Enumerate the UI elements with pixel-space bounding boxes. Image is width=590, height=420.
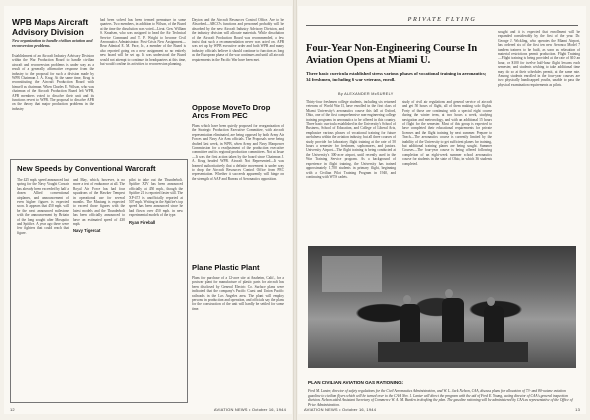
wpb-headline: WPB Maps Aircraft Advisory Division [12, 17, 89, 37]
plastic-headline: Plane Plastic Plant [192, 263, 260, 272]
left-footer-page-number: 12 [10, 407, 15, 412]
wpb-column-2: had been solved has been termed premature in some quarters. Two members, in addition to Wilson, of the Board at the time the dissolution was voted—Lieut. Gen. William S. Knudsen, who was assigned to head the Air Technical Service Command and T. P. Wright to become Civil Aeronautics Administrator. Post-Crisis New Assignment—Rear Admiral E. M. Pace, Jr., a member of the Board is also reported going on a new assignment so no entirely new board will be set up. It was understood the Board would not attempt to continue its headquarters at this time, but would confine its activities to reconversion planning. [100, 18, 186, 67]
photo-desk [378, 342, 528, 362]
wpb-column-3: Dayton and the Aircraft Resources Control Office. Are to be Absorbed—ARCO's functions and personnel probably will be absorbed by the new Aircraft Industry Advisory Division, and the industry division will allocate materials. While dissolution of the Aircraft Production Board was recommended, a few insist that such a recommendation never was acted on. APB was set up by WPB executive order and both WPB and many industry officials believe it should continue to function as long as the European phase of the war continues and until all aircraft requirements in the Pacific War have been met. [192, 18, 284, 62]
speeds-column-2 [73, 178, 125, 398]
speeds-box [10, 159, 188, 403]
photo-caption [308, 371, 576, 411]
miami-lede: Three basic curricula established stress various phases of vocational training in aeronautics; 34 freshmen, including 6 war veterans, enroll. [306, 71, 487, 82]
caption-body: Fred M. Lanter, director of safety regulations for the Civil Aeronautics Administration, and W. L. Jack Nelson, CAA, discuss plans for allocation of 73- and 80-octane aviation gasoline to civilian flyers which will be turned over to the CAA Nov. 1. Lanter will direct the program with the aid of Fred E. Young, acting director of CAA's general inspection division. Nelson aided Assistant Secretary of Commerce W. A. M. Burden in drafting the plan. The gasoline rationing will be administered by CAA as representative of the Office of Price Administration. [308, 389, 573, 407]
photo-window [322, 256, 382, 292]
speeds-column-3-text: pilot to take out the Thunderbolt. Spitfire XIV has been announced officially at 450 mph., though the Spitfire 21 is reported faster still. The XP-47J is unofficially reported at 507 mph. Writing in the Spitfire's top speed has been announced since he had flown over 450 mph. in new experimental models of the type. [129, 178, 183, 218]
right-footer-page-number: 13 [575, 407, 580, 412]
section-rule [306, 25, 578, 26]
miami-column-1: Thirty-four freshmen college students, including six returned veterans of World War II, have enrolled in the first class of Miami University's aeronautics course this fall at Oxford, Ohio, one of the first comprehensive non-engineering college training programs in aeronautics to be offered in this country. Three basic curricula established in the University's School of Business, School of Education, and College of Liberal Arts, emphasize various phases of vocational training for future usefulness within the aviation industry, but all three courses of study provide for laboratory flight training at the rate of 50 hours a semester for freshmen, sophomores, and juniors. University Airport—The flight training is being conducted at the University's 300-acre airport, until recently used in the War Training Service program. As a background of experience in flight training, the University has trained approximately 1,700 students in primary flight, beginning with a Civilian Pilot Training Program in 1940, and continuing with WTS cadets. [306, 100, 396, 179]
speeds-headline: New Speeds by Conventional Warcraft [17, 164, 156, 173]
left-page [4, 6, 292, 414]
plastic-body: Plans for purchase of a 12-acre site at Anaheim, Calif., for a postwar plant for manufacture of plastic parts for aircraft has been disclosed by General Electric Co. Surface plans were indicated that the company's Pacific Coast and Union Pacific railroads in the Los Angeles area. The plant will employ persons in production and operation, and officials say the plans for the construction of the unit will hardly be settled for some time. [192, 276, 284, 311]
oppose-body: Plans which have been quietly proposed for reorganization of the Strategic Production Executive Committee, with aircraft representation eliminated, are being opposed by both Army Air Forces and Navy Air Arm officials. The Proposals were being drafted last week, in WPB, when Army and Navy Manpower Commission for a readjustment of the production executive committee and its regional production committees. Not at Issue—It was the first action taken by the board since Chairman J. A. Krug headed WPB. Aircraft Not Represented—It was learned authoritatively that a definite movement is under way to drop the Aircraft Resources Control Office from PEC representation. Whether it succeeds apparently will hinge on the strength of AAF and Bureau of Aeronautics opposition. [192, 124, 284, 181]
speeds-column-2-text: and May, which, however, is no more a test of endurance at all. The Royal Air Force has had four squadrons of the Hawker Tempest in operational use for several months. The Mustang is expected to exceed those figures with the latest models and the Thunderbolt has been officially announced to have an estimated speed of 430 mph. [73, 178, 125, 227]
miami-byline: By ALEXANDER McSURELY [338, 92, 394, 96]
miami-column-3: sought and it is expected that enrollment will be expanded considerably by the first of the year. Dr. George J. Wickling, who operates the Miami Airport, has ordered six of the first ten new Aeronca Model 7 tandem trainers to be built, as soon as relaxation of material restrictions permit production. Flight Training—Flight training is being provided at the rate of $10 an hour, or $100 for twelve half-hour flight lessons each semester, and students wishing to take additional time may do so at their schedules permit, at the same rate. Among students enrolled in the four-year courses are two physically handicapped youths, unable to pass the physical examination requirements as pilots. [498, 30, 580, 87]
speeds-column-3 [129, 178, 183, 398]
civilian-gas-rationing-photo [308, 246, 576, 368]
speeds-sub-tigercat: Navy Tigercat [73, 228, 101, 234]
oppose-headline: Oppose MoveTo Drop Arcs From PEC [192, 103, 271, 121]
speeds-sub-fireball: Ryan Fireball [129, 219, 156, 225]
section-head: PRIVATE FLYING [407, 16, 477, 23]
miami-column-2: study of civil air regulations and general service of aircraft and get 50 hours of flight, all of them making solo flights. Forty of those are continuing with a special eight course during the winter term, at two hours a week, studying navigation and meteorology, and with an additional 15 hours of flight for the semester. Most of this group is expected to have completed their educational requirements for private licenses and the flight training by next summer. Prepare to Teach—The aeronautics course is currently limited by the inability of the University to get sufficient planes for training, but additional training planes are being sought. Summer Courses—The four-year course is being offered following completion of an eight-week summer school aeronautics course for students in the state of Ohio, in which 36 students completed. [402, 100, 492, 166]
miami-headline: Four-Year Non-Engineering Course In Aviation Opens at Miami U. [306, 43, 478, 66]
right-footer-publication: AVIATION NEWS • October 16, 1944 [304, 407, 377, 412]
right-page [298, 6, 586, 414]
left-footer-publication: AVIATION NEWS • October 16, 1944 [213, 407, 286, 412]
wpb-lede: New organization to handle civilian aviation and reconversion problems. [12, 38, 93, 48]
wpb-column-1: Establishment of an Aircraft Industry Advisory Division within the War Production Board to handle civilian aircraft and reconversion problems is under way as a result of a generally affirmative response from the industry to the proposal for such a division made by WPB Chairman J. A. Krug. At the same time, Krug is reconstituting the Aircraft Production Board with himself as chairman. When Charles E. Wilson, who was chairman of the Aircraft Production Board left WPB, APB members voted to dissolve their unit and its functions revert to WPB. The proposal to dissolve APB on the theory that major production problems in the industry [12, 54, 94, 111]
speeds-column-1: The 425 mph. speed announced last spring for the Navy Vought Corsair has already been exceeded by half a dozen Allied conventional airplanes, and announcement of even higher figures is expected soon. It appears that 450 mph. will be the next announced milestone with the announcement by Britain of the long sought after Mosquito and Spitfire. A year ago there were few fighters that could reach that figure. [17, 178, 69, 235]
caption-title: PLAN CIVILIAN AVIATION GAS RATIONING: [308, 380, 404, 385]
page-gutter [293, 0, 297, 420]
